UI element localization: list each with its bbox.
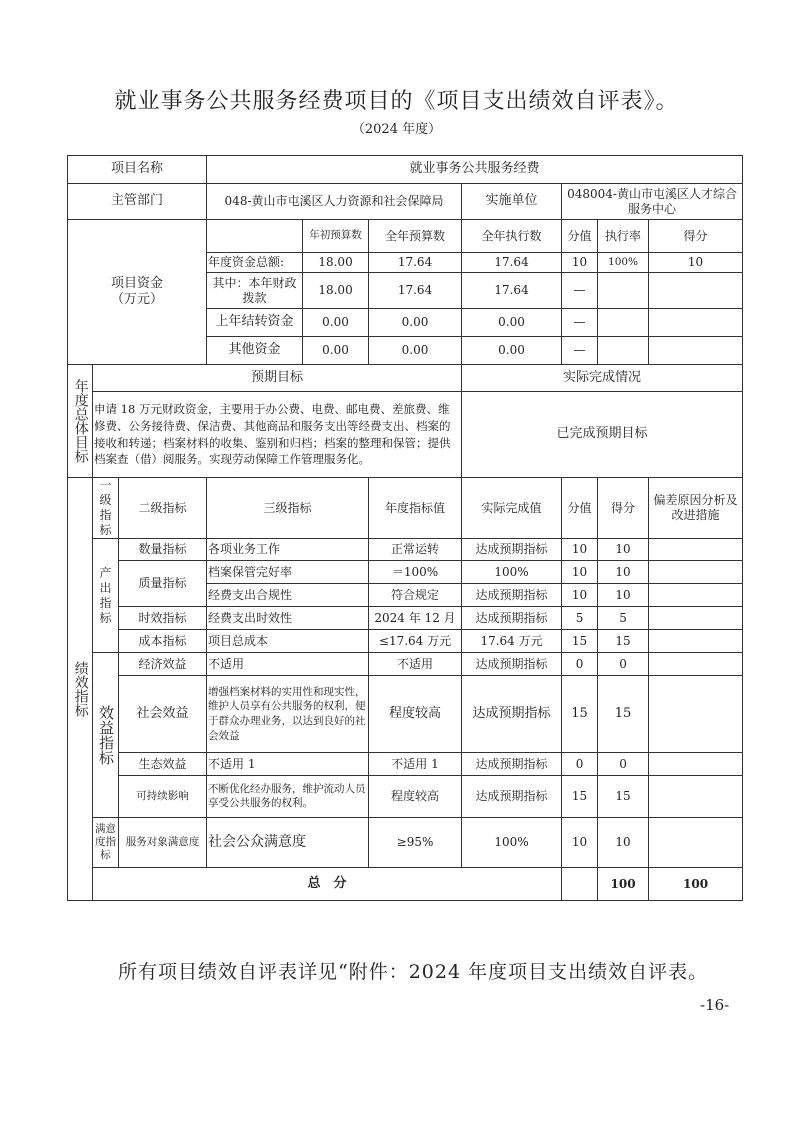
group-benefit-label: 效益指标 bbox=[97, 705, 115, 765]
project-name-value: 就业事务公共服务经费 bbox=[207, 156, 743, 184]
indicators-side-label-text: 绩效指标 bbox=[72, 661, 89, 717]
indicator-level3: 档案保管完好率 bbox=[207, 561, 369, 584]
indicator-row bbox=[68, 630, 743, 653]
funds-row-name: 上年结转资金 bbox=[207, 309, 303, 337]
goals-expected-text: 申请 18 万元财政资金，主要用于办公费、电费、邮电费、差旅费、维修费、公务接待费、保洁费、其他商品和服务支出等经费支出、档案的接收和转递；档案材料的收集、鉴别和归档；档案的整理和保管；提供档案查（借）阅服务。实现劳动保障工作管理服务化。 bbox=[93, 392, 462, 478]
funds-row-annual: 17.64 bbox=[369, 273, 462, 309]
funds-row-annual: 17.64 bbox=[369, 253, 462, 273]
dept-label: 主管部门 bbox=[68, 184, 207, 220]
indicator-target: 不适用 1 bbox=[369, 753, 462, 776]
indicator-target: 符合规定 bbox=[369, 584, 462, 607]
indicator-level2: 质量指标 bbox=[119, 561, 207, 607]
indicator-weight: 15 bbox=[562, 776, 598, 818]
header-level1: 一级指标 bbox=[93, 478, 119, 539]
indicator-analysis bbox=[649, 776, 743, 818]
indicator-analysis bbox=[649, 584, 743, 607]
indicator-score: 10 bbox=[598, 539, 649, 561]
funds-label bbox=[68, 220, 207, 365]
funds-row-rate bbox=[598, 337, 649, 365]
indicator-score: 15 bbox=[598, 676, 649, 753]
indicator-target: 不适用 bbox=[369, 653, 462, 676]
indicator-weight: 0 bbox=[562, 653, 598, 676]
header-level2: 二级指标 bbox=[119, 478, 207, 539]
goals-actual-header: 实际完成情况 bbox=[462, 365, 743, 392]
funds-header-score: 得分 bbox=[649, 220, 743, 253]
indicator-score: 10 bbox=[598, 818, 649, 868]
indicator-score: 0 bbox=[598, 753, 649, 776]
indicator-score: 10 bbox=[598, 561, 649, 584]
footer-note: 所有项目绩效自评表详见“附件：2024 年度项目支出绩效自评表。 bbox=[118, 961, 709, 983]
group-benefit bbox=[93, 653, 119, 818]
impl-label: 实施单位 bbox=[462, 184, 562, 220]
indicator-target: ≥95% bbox=[369, 818, 462, 868]
group-output-label: 产出指标 bbox=[99, 565, 112, 625]
header-score: 得分 bbox=[598, 478, 649, 539]
group-satisfaction: 满意度指标 bbox=[93, 818, 119, 868]
funds-label-line1: 项目资金 bbox=[111, 275, 164, 291]
indicator-analysis bbox=[649, 653, 743, 676]
indicator-analysis bbox=[649, 561, 743, 584]
funds-row-name: 年度资金总额: bbox=[207, 253, 303, 273]
indicator-score: 5 bbox=[598, 607, 649, 630]
funds-header-blank bbox=[207, 220, 303, 253]
indicator-row bbox=[68, 753, 743, 776]
goals-actual-text: 已完成预期目标 bbox=[462, 392, 743, 478]
header-target: 年度指标值 bbox=[369, 478, 462, 539]
indicator-weight: 15 bbox=[562, 676, 598, 753]
funds-row-score: 10 bbox=[649, 253, 743, 273]
indicator-analysis bbox=[649, 607, 743, 630]
goals-side-label bbox=[68, 365, 93, 478]
funds-row-annual: 0.00 bbox=[369, 309, 462, 337]
indicator-actual: 100% bbox=[462, 561, 562, 584]
indicator-row bbox=[68, 818, 743, 868]
goals-expected-header: 预期目标 bbox=[93, 365, 462, 392]
funds-row-executed: 17.64 bbox=[462, 253, 562, 273]
indicator-level2: 成本指标 bbox=[119, 630, 207, 653]
group-output bbox=[93, 539, 119, 653]
indicator-analysis bbox=[649, 818, 743, 868]
indicator-level2: 数量指标 bbox=[119, 539, 207, 561]
funds-label-line2: （万元） bbox=[111, 292, 164, 307]
funds-row-rate bbox=[598, 273, 649, 309]
indicator-target: 程度较高 bbox=[369, 676, 462, 753]
indicator-score: 10 bbox=[598, 584, 649, 607]
indicator-row bbox=[68, 607, 743, 630]
indicator-weight: 10 bbox=[562, 818, 598, 868]
funds-row-weight: — bbox=[562, 337, 598, 365]
header-level3: 三级指标 bbox=[207, 478, 369, 539]
indicator-actual: 达成预期指标 bbox=[462, 676, 562, 753]
goals-side-label-text: 年度总体目标 bbox=[72, 379, 89, 463]
funds-header-annual: 全年预算数 bbox=[369, 220, 462, 253]
funds-row-executed: 17.64 bbox=[462, 273, 562, 309]
indicator-weight: 10 bbox=[562, 561, 598, 584]
indicator-actual: 达成预期指标 bbox=[462, 607, 562, 630]
indicator-target: 2024 年 12 月 bbox=[369, 607, 462, 630]
indicator-level3: 各项业务工作 bbox=[207, 539, 369, 561]
total-score: 100 bbox=[649, 868, 743, 901]
indicator-level2: 可持续影响 bbox=[119, 776, 207, 818]
indicator-weight: 10 bbox=[562, 584, 598, 607]
header-actual: 实际完成值 bbox=[462, 478, 562, 539]
funds-row-initial: 18.00 bbox=[303, 273, 369, 309]
indicator-level3: 不适用 1 bbox=[207, 753, 369, 776]
funds-row-rate bbox=[598, 309, 649, 337]
indicator-level2: 社会效益 bbox=[119, 676, 207, 753]
indicator-level3: 不适用 bbox=[207, 653, 369, 676]
indicator-analysis bbox=[649, 753, 743, 776]
indicator-actual: 17.64 万元 bbox=[462, 630, 562, 653]
indicator-target: 正常运转 bbox=[369, 539, 462, 561]
funds-header-rate: 执行率 bbox=[598, 220, 649, 253]
indicator-row bbox=[68, 776, 743, 818]
indicator-weight: 15 bbox=[562, 630, 598, 653]
funds-row-weight: 10 bbox=[562, 253, 598, 273]
header-analysis: 偏差原因分析及改进措施 bbox=[649, 478, 743, 539]
document-title: 就业事务公共服务经费项目的《项目支出绩效自评表》。 bbox=[114, 89, 679, 114]
indicator-analysis bbox=[649, 630, 743, 653]
indicator-actual: 达成预期指标 bbox=[462, 653, 562, 676]
indicator-weight: 10 bbox=[562, 539, 598, 561]
funds-row-weight: — bbox=[562, 273, 598, 309]
self-evaluation-table bbox=[67, 155, 743, 901]
indicator-level3: 经费支出时效性 bbox=[207, 607, 369, 630]
indicator-analysis bbox=[649, 676, 743, 753]
indicator-actual: 达成预期指标 bbox=[462, 584, 562, 607]
funds-header-executed: 全年执行数 bbox=[462, 220, 562, 253]
funds-row-rate: 100% bbox=[598, 253, 649, 273]
funds-row-name: 其中：本年财政拨款 bbox=[207, 273, 303, 309]
indicator-actual: 达成预期指标 bbox=[462, 539, 562, 561]
dept-value: 048-黄山市屯溪区人力资源和社会保障局 bbox=[207, 184, 462, 220]
indicator-level3: 不断优化经办服务，维护流动人员享受公共服务的权利。 bbox=[207, 776, 369, 818]
funds-row-executed: 0.00 bbox=[462, 337, 562, 365]
indicator-actual: 100% bbox=[462, 818, 562, 868]
funds-row-initial: 0.00 bbox=[303, 309, 369, 337]
funds-row-name: 其他资金 bbox=[207, 337, 303, 365]
indicator-level2: 时效指标 bbox=[119, 607, 207, 630]
indicator-level3: 增强档案材料的实用性和现实性，维护人员享有公共服务的权利，便于群众办理业务，以达到良好的社会效益 bbox=[207, 676, 369, 753]
funds-header-initial: 年初预算数 bbox=[303, 220, 369, 253]
indicator-analysis bbox=[649, 539, 743, 561]
funds-row-weight: — bbox=[562, 309, 598, 337]
funds-row-initial: 0.00 bbox=[303, 337, 369, 365]
indicator-score: 15 bbox=[598, 630, 649, 653]
indicator-level3: 社会公众满意度 bbox=[207, 818, 369, 868]
indicator-target: ≤17.64 万元 bbox=[369, 630, 462, 653]
indicator-level3: 经费支出合规性 bbox=[207, 584, 369, 607]
indicator-row bbox=[68, 561, 743, 584]
funds-row-executed: 0.00 bbox=[462, 309, 562, 337]
indicators-side-label bbox=[68, 478, 93, 901]
indicator-target: ＝100% bbox=[369, 561, 462, 584]
impl-value: 048004-黄山市屯溪区人才综合服务中心 bbox=[562, 184, 743, 220]
funds-row-annual: 0.00 bbox=[369, 337, 462, 365]
funds-row-initial: 18.00 bbox=[303, 253, 369, 273]
indicator-level2: 生态效益 bbox=[119, 753, 207, 776]
indicator-target: 程度较高 bbox=[369, 776, 462, 818]
funds-row-score bbox=[649, 273, 743, 309]
indicator-row bbox=[68, 676, 743, 753]
indicator-actual: 达成预期指标 bbox=[462, 776, 562, 818]
indicator-row bbox=[68, 539, 743, 561]
funds-row-score bbox=[649, 309, 743, 337]
total-blank bbox=[562, 868, 598, 901]
indicator-level3: 项目总成本 bbox=[207, 630, 369, 653]
indicator-score: 0 bbox=[598, 653, 649, 676]
funds-header-weight: 分值 bbox=[562, 220, 598, 253]
indicator-weight: 0 bbox=[562, 753, 598, 776]
indicator-score: 15 bbox=[598, 776, 649, 818]
indicator-weight: 5 bbox=[562, 607, 598, 630]
total-weight: 100 bbox=[598, 868, 649, 901]
indicator-level2: 经济效益 bbox=[119, 653, 207, 676]
project-name-label: 项目名称 bbox=[68, 156, 207, 184]
indicator-level2: 服务对象满意度 bbox=[119, 818, 207, 868]
indicator-actual: 达成预期指标 bbox=[462, 753, 562, 776]
header-weight: 分值 bbox=[562, 478, 598, 539]
document-subtitle: （2024 年度） bbox=[351, 122, 442, 137]
total-label: 总 分 bbox=[93, 868, 562, 901]
page-number: -16- bbox=[700, 996, 730, 1014]
indicator-row bbox=[68, 653, 743, 676]
funds-row-score bbox=[649, 337, 743, 365]
